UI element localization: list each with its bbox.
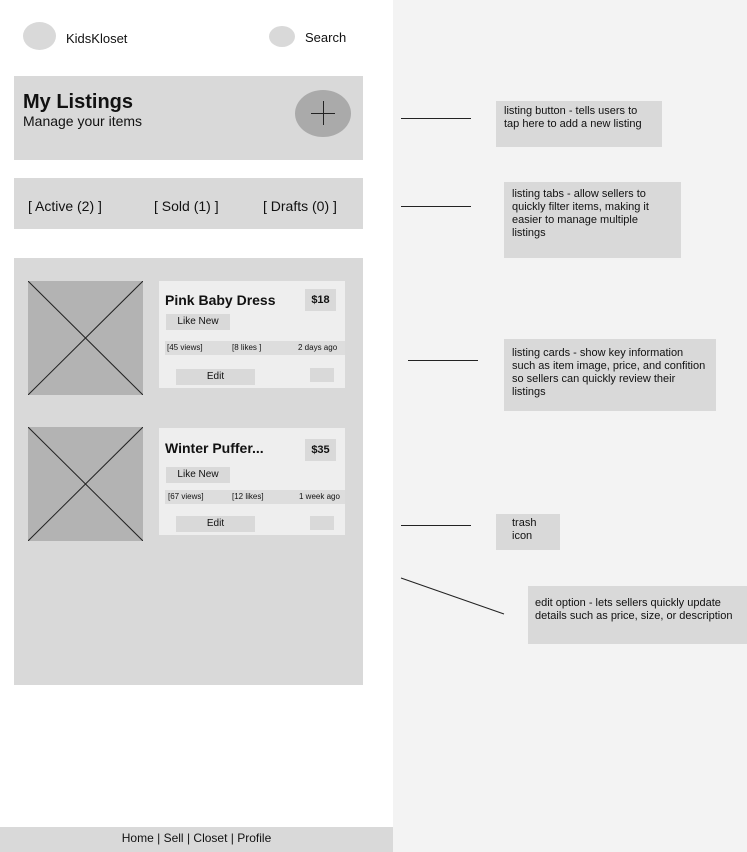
nav-closet[interactable]: Closet: [193, 831, 228, 845]
annotation-connector: [401, 118, 471, 119]
listing-age: 1 week ago: [299, 492, 340, 501]
listing-image-placeholder[interactable]: [28, 281, 143, 395]
nav-sell[interactable]: Sell: [163, 831, 184, 845]
listing-price: $35: [305, 439, 336, 461]
annotation-note: listing cards - show key information such as item image, price, and confition so sellers can quickly review their listings: [504, 339, 716, 411]
trash-icon[interactable]: [310, 368, 334, 382]
listing-tabs: [14, 178, 363, 229]
page-subtitle: Manage your items: [23, 113, 143, 129]
page-title: My Listings: [23, 91, 134, 113]
likes-count: [8 likes ]: [232, 343, 262, 352]
tab-active[interactable]: [ Active (2) ]: [28, 198, 102, 214]
edit-button[interactable]: Edit: [176, 516, 255, 532]
image-placeholder-icon: [28, 281, 143, 395]
listing-card[interactable]: [159, 428, 345, 535]
annotation-note: edit option - lets sellers quickly update details such as price, size, or description: [528, 586, 747, 644]
bottom-nav: [0, 827, 393, 852]
edit-button[interactable]: Edit: [176, 369, 255, 385]
annotation-note: trash icon: [496, 514, 560, 550]
condition-badge: Like New: [166, 314, 230, 330]
image-placeholder-icon: [28, 427, 143, 541]
annotation-note: listing button - tells users to tap here to add a new listing: [496, 101, 662, 147]
listings-header: [14, 76, 363, 160]
search-link[interactable]: Search: [305, 30, 347, 45]
annotation-connector: [401, 525, 471, 526]
nav-separator: |: [230, 831, 234, 845]
listing-age: 2 days ago: [298, 343, 338, 352]
plus-icon-stroke: [323, 101, 324, 125]
add-listing-button[interactable]: [295, 90, 351, 137]
listing-card[interactable]: [159, 281, 345, 388]
tab-drafts[interactable]: [ Drafts (0) ]: [263, 198, 337, 214]
views-count: [67 views]: [168, 492, 204, 501]
listing-price: $18: [305, 289, 336, 311]
annotation-note: listing tabs - allow sellers to quickly filter items, making it easier to manage multiple listings: [504, 182, 681, 258]
nav-separator: |: [157, 831, 161, 845]
likes-count: [12 likes]: [232, 492, 264, 501]
nav-separator: |: [186, 831, 191, 845]
trash-icon[interactable]: [310, 516, 334, 530]
search-icon[interactable]: [269, 26, 295, 47]
logo-icon[interactable]: [23, 22, 56, 50]
listing-image-placeholder[interactable]: [28, 427, 143, 541]
condition-badge: Like New: [166, 467, 230, 483]
brand-name: KidsKloset: [66, 31, 128, 46]
listing-stats: [165, 490, 345, 504]
nav-home[interactable]: Home: [121, 831, 154, 845]
annotation-connector: [401, 206, 471, 207]
annotation-connector: [408, 360, 478, 361]
annotation-connector: [400, 576, 510, 618]
views-count: [45 views]: [167, 343, 203, 352]
listing-title: Winter Puffer...: [165, 440, 264, 456]
tab-sold[interactable]: [ Sold (1) ]: [154, 198, 219, 214]
listing-title: Pink Baby Dress: [165, 292, 276, 308]
nav-profile[interactable]: Profile: [237, 831, 272, 845]
listing-stats: [165, 341, 345, 355]
listings-list: [14, 258, 363, 685]
